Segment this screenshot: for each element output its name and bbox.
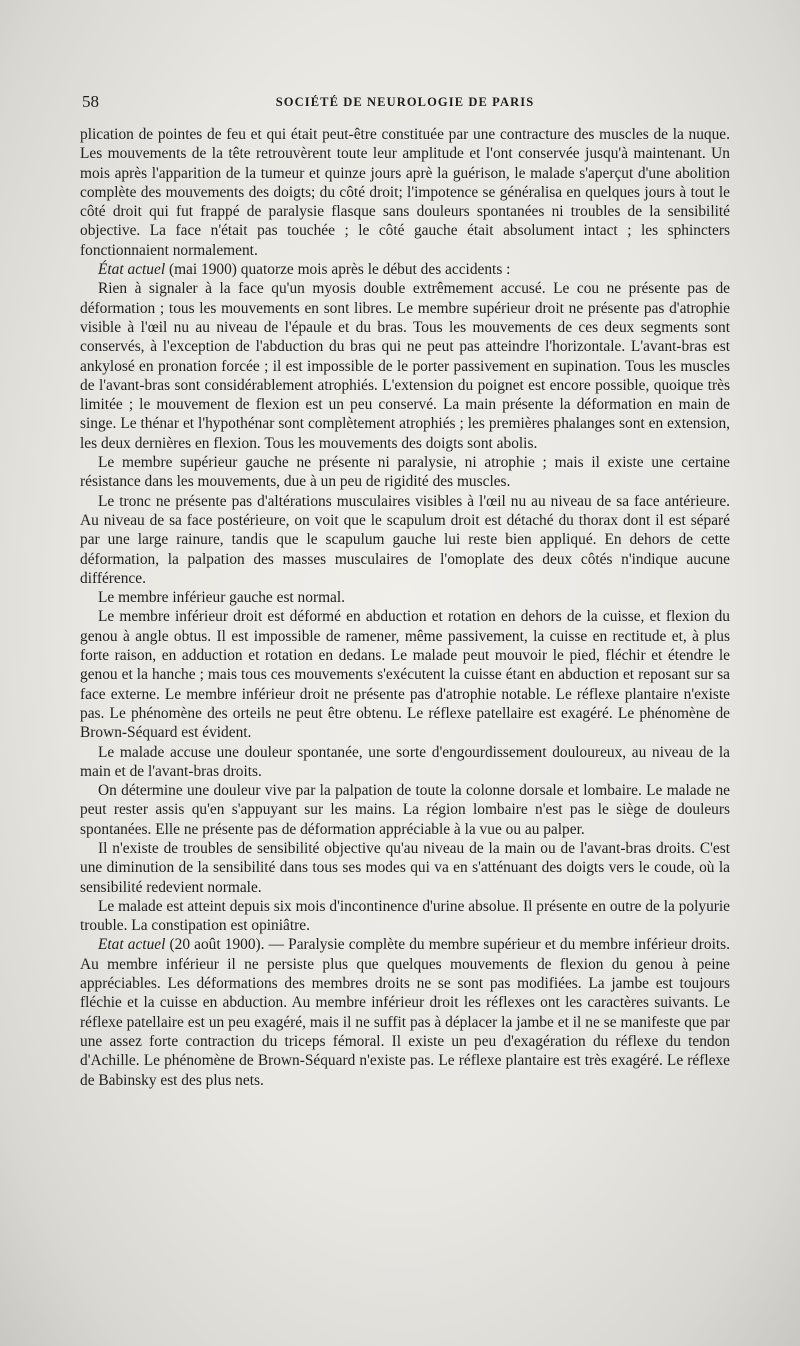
paragraph-2: État actuel (mai 1900) quatorze mois après le début des accidents :: [98, 261, 511, 279]
paragraph-11: Le malade est atteint depuis six mois d'incontinence d'urine absolue. Il présente en outre de la polyurie trouble. La constipation est opiniâtre.: [80, 897, 730, 935]
paragraph-9: On détermine une douleur vive par la palpation de toute la colonne dorsale et lombaire. Le malade ne peut rester assis qu'en s'appuyant sur les mains. La région lombaire n'est pas le siège de douleurs spontanées. Elle ne présente pas de déformation appréciable à la vue ou au palper.: [80, 782, 730, 838]
paragraph-4: Le membre supérieur gauche ne présente ni paralysie, ni atrophie ; mais il existe une certaine résistance dans les mouvements, due à un peu de rigidité des muscles.: [80, 454, 730, 491]
section-lead: État actuel: [98, 261, 166, 279]
paragraph-10: Il n'existe de troubles de sensibilité objective qu'au niveau de la main ou de l'avant-bras droits. C'est une diminution de la sensibilité dans tous ses modes qui va en s'atténuant des doigts vers le coude, où la sensibilité redevient normale.: [80, 839, 730, 896]
paragraph-5: Le tronc ne présente pas d'altérations musculaires visibles à l'œil nu au niveau de sa face antérieure. Au niveau de sa face postérieure, on voit que le scapulum droit est détaché du thorax dont il est séparé par une large rainure, tandis que le scapulum gauche lui reste bien appliqué. En dehors de cette déformation, la palpation des masses musculaires de l'omoplate des deux côtés n'indique aucune différence.: [80, 492, 730, 587]
paragraph-8: Le malade accuse une douleur spontanée, une sorte d'engourdissement douloureux, au niveau de la main et de l'avant-bras droits.: [80, 743, 730, 780]
paragraph-6: Le membre inférieur gauche est normal.: [98, 589, 345, 607]
paragraph-3: Rien à signaler à la face qu'un myosis double extrêmement accusé. Le cou ne présente pas de déformation ; tous les mouvements en sont libres. Le membre supérieur droit ne présente pas d'atrophie visible à l'œil nu au niveau de l'épaule et du bras. Tous les mouvements de ces deux segments sont conservés, à l'exception de l'abduction du bras qui ne peut pas atteindre l'horizontale. L'avant-bras est ankylosé en pronation forcée ; il est impossible de le porter passivement en supination. Tous les muscles de l'avant-bras sont considérablement atrophiés. L'extension du poignet est encore possible, quoique très limitée ; le mouvement de flexion est un peu conservé. La main présente la déformation en main de singe. Le thénar et l'hypothénar sont complètement atrophiés ; les premières phalanges sont en extension, les deux dernières en flexion. Tous les mouvements des doigts sont abolis.: [80, 280, 730, 452]
paragraph-7: Le membre inférieur droit est déformé en abduction et rotation en dehors de la cuisse, et flexion du genou à angle obtus. Il est impossible de ramener, même passivement, la cuisse en rectitude et, à plus forte raison, en adduction et rotation en dedans. Le malade peut mouvoir le pied, fléchir et étendre le genou et la hanche ; mais tous ces mouvements s'exécutent la cuisse étant en abduction et reposant sur sa face externe. Le membre inférieur droit ne présente pas d'atrophie notable. Le réflexe plantaire n'existe pas. Le phénomène des orteils ne peut être obtenu. Le réflexe patellaire est exagéré. Le phénomène de Brown-Séquard est évident.: [80, 608, 730, 742]
paragraph-1: plication de pointes de feu et qui était peut-être constituée par une contracture des muscles de la nuque. Les mouvements de la tête retrouvèrent toute leur amplitude et l'ont conservée jusqu'à maintenant. Un mois après l'apparition de la tumeur et quinze jours aprè la guérison, le malade s'aperçut d'une abolition complète des mouvements des doigts; du côté droit; l'impotence se généralisa en quelques jours à tout le côté droit qui fut frappé de paralysie flasque sans douleurs spontanées ni troubles de la sensibilité objective. La face n'était pas touchée ; le côté gauche était absolument intact ; les sphincters fonctionnaient normalement.: [80, 126, 730, 259]
paragraph-12: Etat actuel (20 août 1900). — Paralysie complète du membre supérieur et du membre inférieur droits. Au membre inférieur il ne persiste plus que quelques mouvements de flexion du genou à peine appréciables. Les déformations des membres droits ne se sont pas modifiées. La jambe est toujours fléchie et la cuisse en abduction. Au membre inférieur droit les réflexes ont les caractères suivants. Le réflexe patellaire est un peu exagéré, mais il ne suffit pas à déplacer la jambe et il ne se manifeste que par une assez forte contraction du triceps fémoral. Il existe un peu d'exagération du réflexe du tendon d'Achille. Le phénomène de Brown-Séquard n'existe pas. Le réflexe plantaire est très exagéré. Le réflexe de Babinsky est des plus nets.: [80, 936, 730, 1089]
page-number: 58: [82, 92, 99, 111]
section-lead: Etat actuel: [98, 936, 166, 954]
body-text: [80, 125, 730, 1090]
running-head: SOCIÉTÉ DE NEUROLOGIE DE PARIS: [275, 95, 535, 109]
page-header: [82, 92, 728, 116]
